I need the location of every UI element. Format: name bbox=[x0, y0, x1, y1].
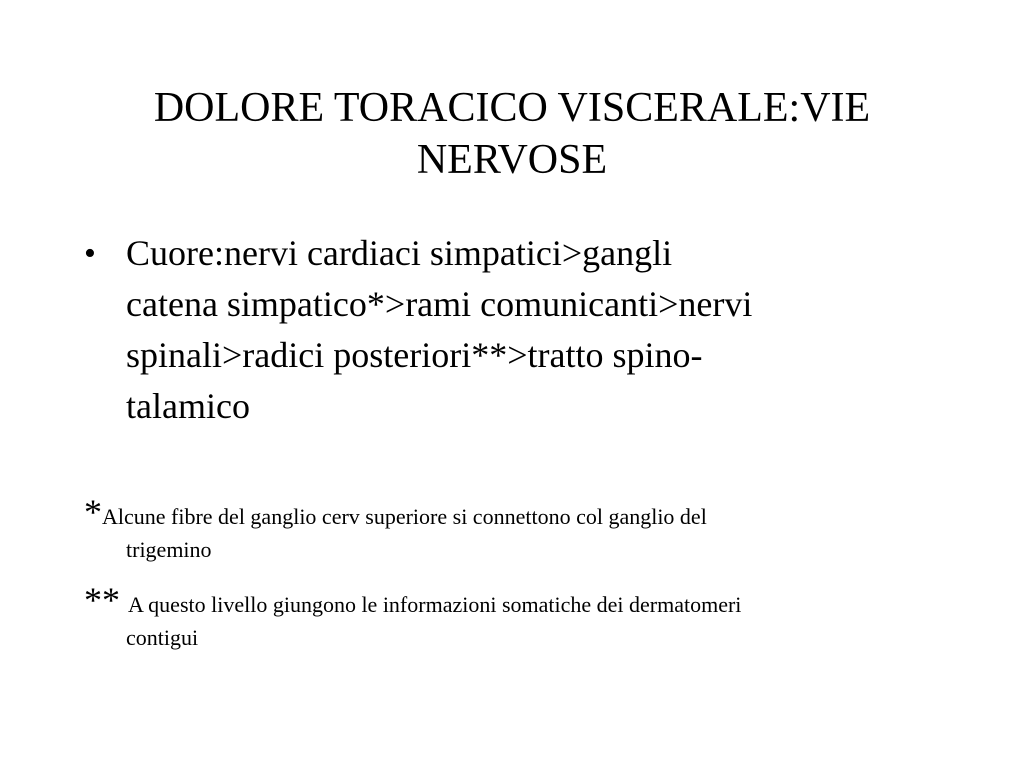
footnote-1-marker: * bbox=[84, 492, 102, 532]
bullet-line-2: catena simpatico*>rami comunicanti>nervi bbox=[126, 284, 753, 324]
footnote-single-star bbox=[84, 494, 954, 565]
slide-title-line-1: DOLORE TORACICO VISCERALE:VIE bbox=[153, 85, 871, 131]
footnote-2-continuation: contigui bbox=[126, 625, 199, 650]
footnote-double-star bbox=[84, 582, 954, 653]
slide-title bbox=[100, 82, 924, 186]
footnote-1-first-line bbox=[84, 494, 954, 535]
footnote-2-first-line bbox=[84, 582, 954, 623]
bullet-line-1: Cuore:nervi cardiaci simpatici>gangli bbox=[126, 233, 673, 273]
bullet-line-4: talamico bbox=[126, 386, 250, 426]
bullet-item bbox=[84, 228, 944, 432]
footnote-2-marker: ** bbox=[84, 580, 120, 620]
bullet-line-3: spinali>radici posteriori**>tratto spino- bbox=[126, 335, 703, 375]
bullet-text bbox=[126, 228, 752, 432]
footnote-1-continuation: trigemino bbox=[126, 537, 212, 562]
slide-title-line-2: NERVOSE bbox=[416, 137, 608, 183]
bullet-dot-icon: • bbox=[84, 235, 96, 272]
bullet-list bbox=[84, 228, 944, 432]
footnote-2-text: A questo livello giungono le informazioni somatiche dei dermatomeri bbox=[128, 592, 742, 617]
footnote-1-text: Alcune fibre del ganglio cerv superiore si connettono col ganglio del bbox=[102, 504, 707, 529]
